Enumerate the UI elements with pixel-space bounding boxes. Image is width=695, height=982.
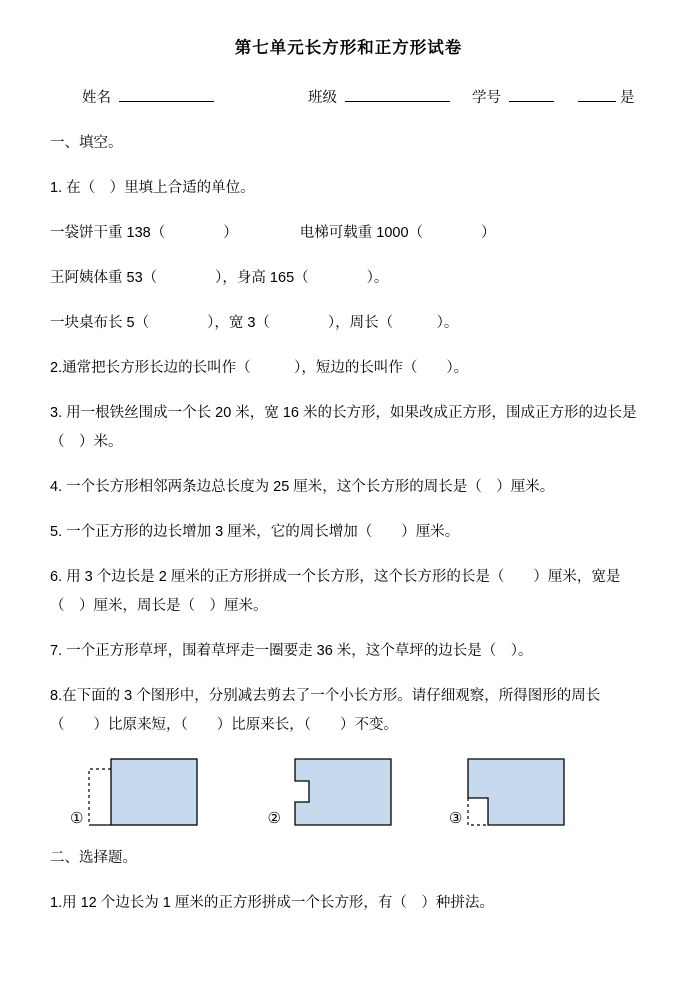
class-label: 班级: [308, 90, 337, 106]
extra-blank-line: [578, 86, 616, 102]
choice-question-1: 1.用 12 个边长为 1 厘米的正方形拼成一个长方形，有（ ）种拼法。: [50, 895, 494, 911]
class-blank-line: [345, 86, 450, 102]
section-2-heading: 二、选择题。: [50, 850, 137, 866]
question-5: 5. 一个正方形的边长增加 3 厘米，它的周长增加（ ）厘米。: [50, 524, 460, 540]
header-suffix: 是: [620, 90, 635, 106]
figure-2-label: ②: [267, 810, 281, 827]
question-1-line2: 王阿姨体重 53（ ），身高 165（ ）。: [50, 270, 389, 286]
name-blank-line: [119, 86, 214, 102]
student-info-row: [82, 86, 647, 107]
figure-3-corner-cut-rectangle: [468, 759, 564, 825]
figure-2-shape: [283, 756, 395, 828]
id-label: 学号: [472, 90, 501, 106]
figure-2: [267, 756, 394, 828]
name-label: 姓名: [82, 90, 111, 106]
question-2: 2.通常把长方形长边的长叫作（ ），短边的长叫作（ ）。: [50, 360, 469, 376]
question-4: 4. 一个长方形相邻两条边总长度为 25 厘米，这个长方形的周长是（ ）厘米。: [50, 479, 555, 495]
figure-1: [70, 756, 213, 828]
figure-3-label: ③: [448, 810, 463, 827]
figure-1-cut-dashed-outline: [89, 769, 111, 825]
figure-3-shape: [464, 756, 576, 828]
figures-row: [70, 756, 647, 828]
figure-2-notched-rectangle: [295, 759, 391, 825]
id-blank-line: [509, 86, 554, 102]
figure-3-cut-dashed-outline: [468, 798, 488, 825]
section-1-heading: 一、填空。: [50, 135, 123, 151]
question-1-units-row: [50, 219, 647, 248]
unit-blank-elevator: 电梯可载重 1000（ ）: [299, 225, 496, 241]
figure-1-shape: [85, 756, 213, 828]
unit-blank-cookies: 一袋饼干重 138（ ）: [50, 225, 238, 241]
question-7: 7. 一个正方形草坪，围着草坪走一圈要走 36 米，这个草坪的边长是（ ）。: [50, 643, 533, 659]
question-6: 6. 用 3 个边长是 2 厘米的正方形拼成一个长方形，这个长方形的长是（ ）厘米，宽是（ ）厘米，周长是（ ）厘米。: [50, 569, 621, 614]
figure-1-rectangle: [111, 759, 197, 825]
question-3: 3. 用一根铁丝围成一个长 20 米，宽 16 米的长方形，如果改成正方形，围成正方形的边长是（ ）米。: [50, 405, 637, 450]
figure-3: [449, 756, 576, 828]
question-1-line3: 一块桌布长 5（ ），宽 3（ ），周长（ ）。: [50, 315, 459, 331]
page-title: 第七单元长方形和正方形试卷: [234, 39, 463, 57]
question-1-intro: 1. 在（ ）里填上合适的单位。: [50, 180, 255, 196]
figure-1-label: ①: [70, 810, 84, 827]
question-8: 8.在下面的 3 个图形中，分别减去剪去了一个小长方形。请仔细观察，所得图形的周长（ ）比原来短，（ ）比原来长，（ ）不变。: [50, 688, 601, 733]
